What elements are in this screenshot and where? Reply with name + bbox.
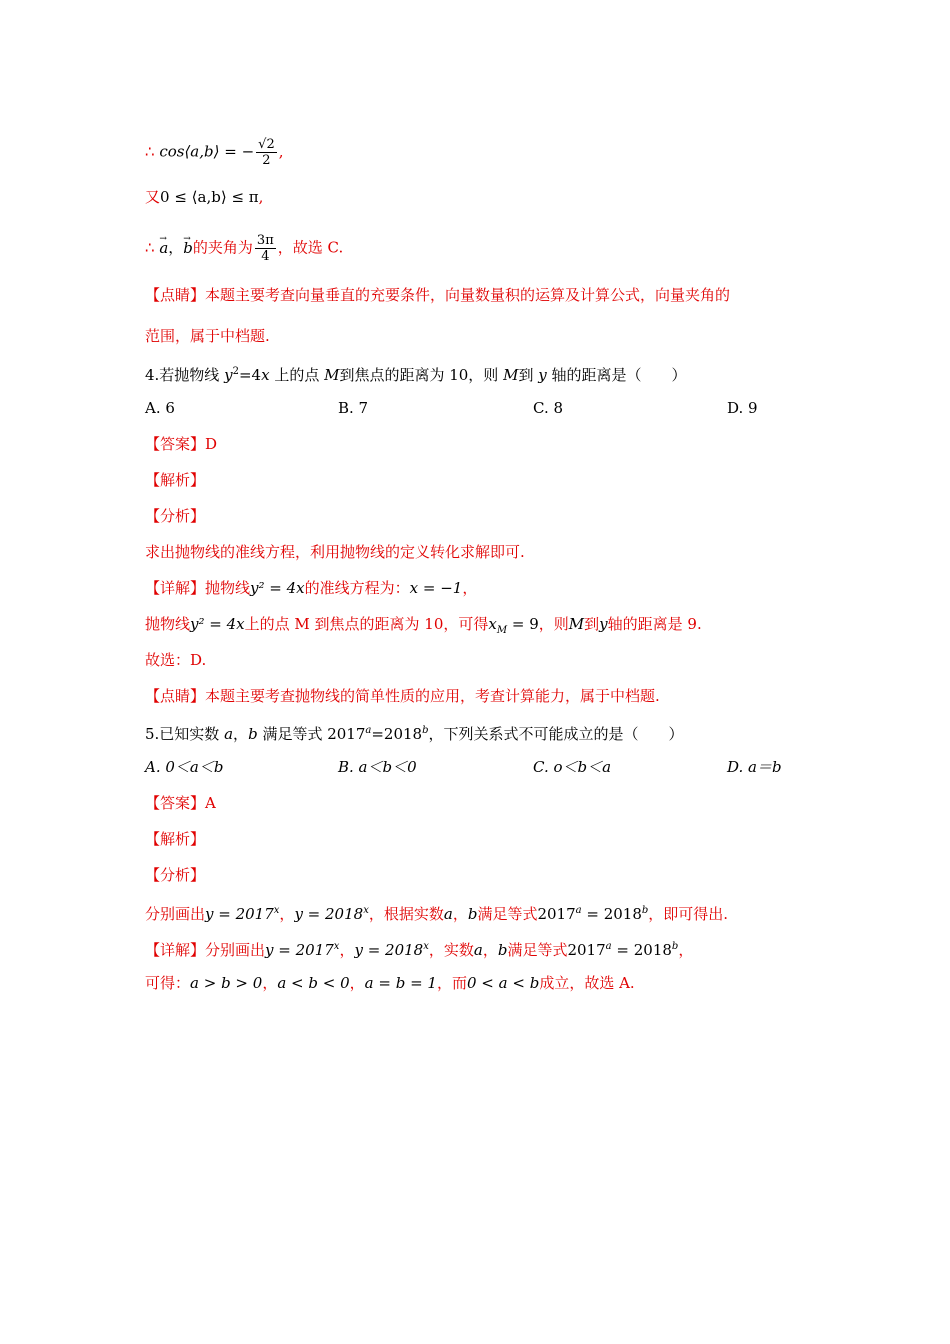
var-y: y (224, 366, 233, 384)
var-b: b (467, 905, 478, 923)
q4-option-a: A. 6 (145, 399, 175, 417)
var-a: a (443, 905, 453, 923)
cos-expression: cos⟨a,b⟩ = − (159, 142, 255, 161)
var-M: M (568, 615, 585, 633)
var-M: M (324, 366, 340, 384)
stem-text: 4.若抛物线 (145, 366, 225, 384)
subscript-M: M (496, 625, 508, 636)
q4-option-c: C. 8 (533, 399, 564, 417)
exp-function-2017: y = 2017 (205, 905, 274, 923)
q4-option-d: D. 9 (727, 399, 758, 417)
q4-detail-line3: 故选：D. (145, 651, 207, 669)
case-1: a > b > 0 (190, 974, 263, 992)
detail-text: 的准线方程为： (304, 579, 410, 597)
q5-fenxi-text (145, 901, 728, 924)
case-impossible: 0 < a < b (467, 974, 540, 992)
stem-text: ， (233, 725, 249, 743)
detail-text: ，而 (436, 974, 467, 992)
base-2017: 2017 (537, 905, 576, 923)
answer-tag: 【答案】 (145, 794, 206, 812)
q5-answer (145, 793, 216, 813)
exp-function-2017: y = 2017 (265, 941, 334, 959)
var-a: a (473, 941, 483, 959)
comment-tag: 【点睛】 (145, 286, 206, 304)
exponent-x: x (333, 941, 340, 952)
detail-text: ， (339, 941, 355, 959)
detail-tag: 【详解】 (145, 579, 206, 597)
detail-text: 抛物线 (145, 615, 191, 633)
q5-jiexi: 【解析】 (145, 830, 206, 848)
stem-text: =4 (238, 366, 262, 384)
q4-fenxi-text: 求出抛物线的准线方程，利用抛物线的定义转化求解即可. (145, 543, 525, 561)
case-2: a < b < 0 (277, 974, 350, 992)
directrix-equation: x = −1 (409, 579, 463, 597)
detail-text: 到 (584, 615, 600, 633)
q4-option-b: B. 7 (338, 399, 369, 417)
comment-text: 范围，属于中档题. (145, 327, 270, 345)
fenxi-text: ， (452, 905, 468, 923)
var-x: x (488, 615, 497, 633)
detail-text: ， (462, 579, 478, 597)
detail-text: ， (262, 974, 278, 992)
exp-function-2018: y = 2018 (294, 905, 364, 923)
answer-value: A (205, 794, 216, 812)
exponent-a: a (575, 905, 582, 916)
fraction-3pi-over-4: $\frac{3\pi}{4}$ (256, 233, 274, 264)
detail-text: ，实数 (428, 941, 474, 959)
var-y: y (538, 366, 547, 384)
detail-text: 满足等式 (507, 941, 568, 959)
var-y: y (599, 615, 608, 633)
q5-stem (145, 721, 684, 744)
vector-b: → b (183, 238, 193, 258)
therefore-symbol: ∴ (145, 142, 155, 161)
parabola-equation: y² = 4x (190, 615, 245, 633)
base-2018: = 2018 (611, 941, 672, 959)
detail-text: 分别画出 (205, 941, 266, 959)
q5-detail-line1 (145, 937, 693, 960)
exp-function-2018: y = 2018 (354, 941, 424, 959)
stem-text: ，下列关系式不可能成立的是（ ） (428, 725, 684, 743)
var-b: b (248, 725, 258, 743)
comment-text: 本题主要考查抛物线的简单性质的应用，考查计算能力，属于中档题. (205, 687, 660, 705)
you-text: 又 (145, 188, 161, 206)
fenxi-text: 分别画出 (145, 905, 206, 923)
vector-a: → a (159, 238, 168, 258)
q4-fenxi: 【分析】 (145, 507, 206, 525)
detail-text: 成立，故选 A. (539, 974, 635, 992)
fenxi-text: ， (279, 905, 295, 923)
var-b: b (497, 941, 508, 959)
detail-text: ， (349, 974, 365, 992)
q5-option-c: C. o＜b＜a (533, 758, 612, 776)
angle-range-expression: 0 ≤ ⟨a,b⟩ ≤ π (160, 188, 259, 206)
comma: , (258, 188, 264, 206)
answer-c-text: ，故选 C. (277, 238, 344, 257)
separator: ， (168, 238, 184, 257)
angle-text: 的夹角为 (192, 238, 253, 257)
base-2018: = 2018 (581, 905, 642, 923)
stem-text: 上的点 (269, 366, 325, 384)
detail-tag: 【详解】 (145, 941, 206, 959)
therefore-symbol: ∴ (145, 238, 155, 257)
q5-option-d: D. a＝b (727, 758, 782, 776)
q5-fenxi: 【分析】 (145, 866, 206, 884)
equals-nine: = 9 (507, 615, 539, 633)
fraction-root2-over-2: $\frac{√2}{2}$ (258, 137, 275, 168)
q4-detail-line2 (145, 614, 702, 641)
detail-text: ， (678, 941, 694, 959)
q3-comment-line2 (145, 326, 270, 346)
q4-jiexi: 【解析】 (145, 471, 206, 489)
stem-text: 到 (518, 366, 539, 384)
case-3: a = b = 1 (364, 974, 437, 992)
derivation-line-range (145, 187, 263, 207)
exponent-x: x (423, 941, 429, 952)
comment-text: 本题主要考查向量垂直的充要条件，向量数量积的运算及计算公式，向量夹角的 (205, 286, 731, 304)
fenxi-text: ，根据实数 (368, 905, 444, 923)
exponent-a: a (605, 941, 612, 952)
answer-tag: 【答案】 (145, 435, 206, 453)
exponent-b: b (671, 941, 679, 952)
comma: , (278, 142, 284, 161)
var-x: x (261, 366, 270, 384)
stem-text: =2018 (371, 725, 423, 743)
parabola-equation: y² = 4x (250, 579, 305, 597)
var-M: M (503, 366, 519, 384)
q3-comment-line1 (145, 285, 730, 305)
q4-stem (145, 362, 686, 385)
exponent-x: x (363, 905, 369, 916)
comment-tag: 【点睛】 (145, 687, 206, 705)
exponent-x: x (273, 905, 280, 916)
q4-comment (145, 686, 660, 706)
stem-text: 满足等式 2017 (257, 725, 366, 743)
fenxi-text: ，即可得出. (648, 905, 729, 923)
stem-text: 5.已知实数 (145, 725, 225, 743)
fenxi-text: 满足等式 (477, 905, 538, 923)
exponent-b: b (422, 725, 429, 736)
exponent: 2 (232, 366, 239, 377)
q4-answer (145, 434, 217, 454)
detail-text: 轴的距离是 9. (607, 615, 702, 633)
detail-text: ， (482, 941, 498, 959)
detail-text: 可得： (145, 974, 191, 992)
var-a: a (224, 725, 234, 743)
q4-detail-line1 (145, 578, 477, 598)
answer-value: D (205, 435, 218, 453)
q5-option-b: B. a＜b＜0 (338, 758, 417, 776)
exponent-a: a (365, 725, 372, 736)
derivation-line-angle (145, 233, 343, 264)
stem-text: 到焦点的距离为 10，则 (339, 366, 504, 384)
q5-option-a: A. 0＜a＜b (145, 758, 224, 776)
detail-text: 抛物线 (205, 579, 251, 597)
exponent-b: b (641, 905, 649, 916)
detail-text: 上的点 M 到焦点的距离为 10，可得 (244, 615, 489, 633)
base-2017: 2017 (567, 941, 606, 959)
stem-text: 轴的距离是（ ） (546, 366, 687, 384)
detail-text: ，则 (538, 615, 569, 633)
derivation-line-cos (145, 137, 284, 168)
q5-detail-line2 (145, 973, 635, 993)
